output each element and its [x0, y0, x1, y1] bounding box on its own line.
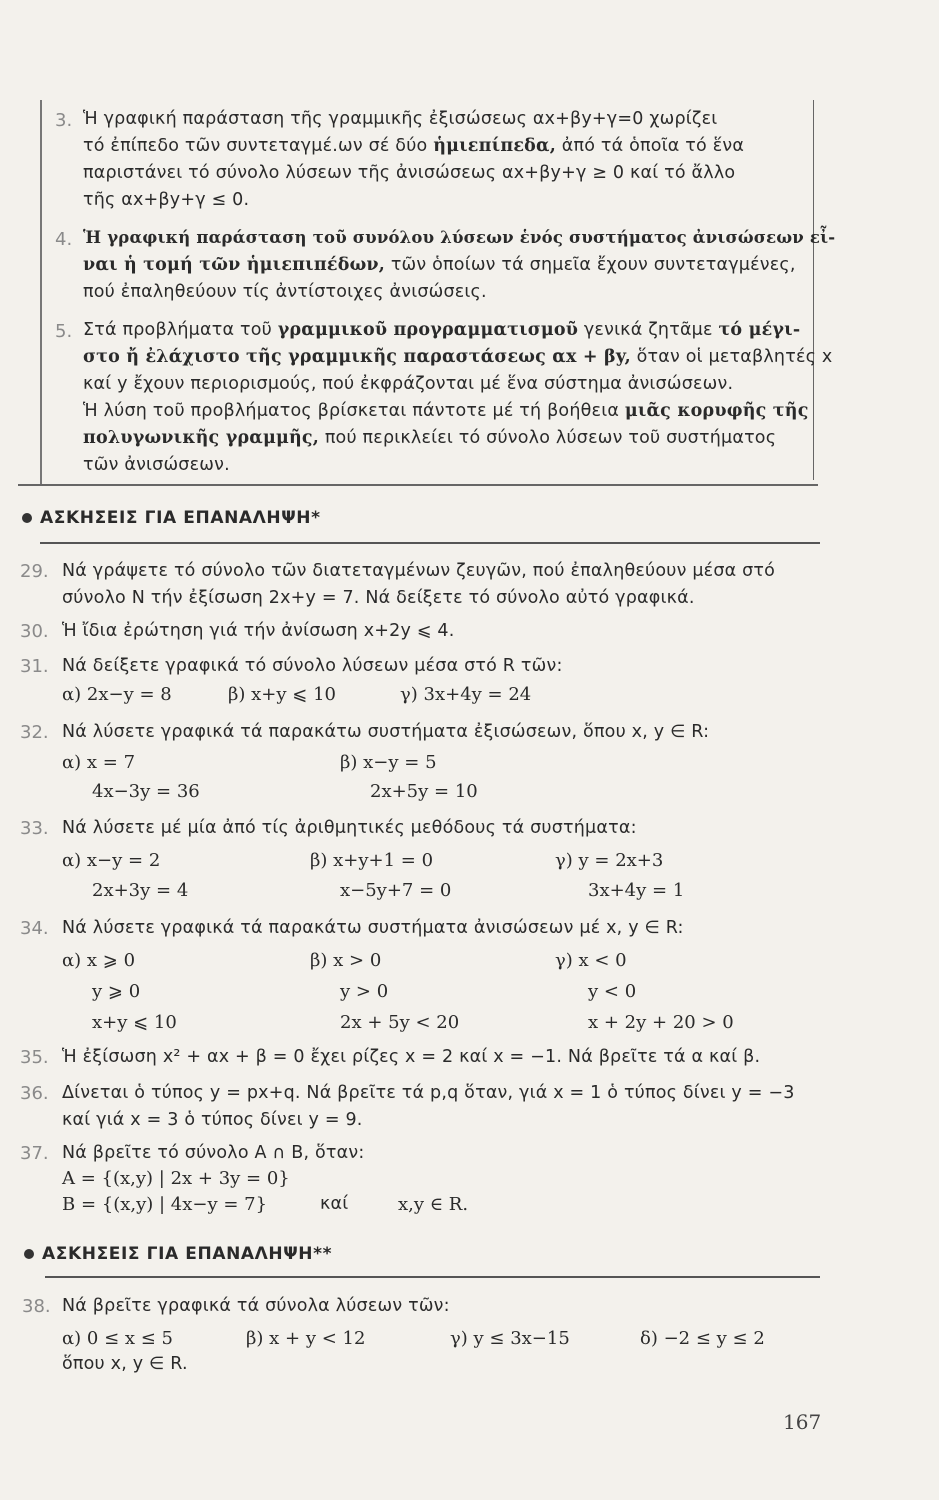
summary-item-5-line-5: πολυγωνικῆς γραμμῆς, πού περικλείει τό σύνολο λύσεων τοῦ συστήματος [83, 428, 777, 448]
exercise-32-line-1: Νά λύσετε γραφικά τά παρακάτω συστήματα ἐξισώσεων, ὅπου x, y ∈ R: [62, 722, 710, 742]
summary-item-3-line-3: παριστάνει τό σύνολο λύσεων τῆς ἀνισώσεως αx+βy+γ ≥ 0 καί τό ἄλλο [83, 163, 736, 183]
exercise-36-number: 36. [20, 1083, 49, 1104]
exercise-37-set-a: A = {(x,y) | 2x + 3y = 0} [62, 1168, 290, 1189]
exercise-38-c: γ) y ≤ 3x−15 [450, 1328, 570, 1349]
exercise-33-line-1: Νά λύσετε μέ μία ἀπό τίς ἀριθμητικές μεθόδους τά συστήματα: [62, 818, 637, 838]
exercise-30-line-1: Ἡ ἴδια ἐρώτηση γιά τήν ἀνίσωση x+2y ⩽ 4. [62, 621, 455, 641]
exercise-37-number: 37. [20, 1143, 49, 1164]
summary-item-5-line-1: Στά προβλήματα τοῦ γραμμικοῦ προγραμματισμοῦ γενικά ζητᾶμε τό μέγι- [83, 320, 801, 340]
exercise-34-c-line-3: x + 2y + 20 > 0 [588, 1012, 734, 1033]
summary-item-4-number: 4. [55, 229, 73, 250]
exercise-32-a-line-1: α) x = 7 [62, 752, 136, 773]
summary-item-3-line-4: τῆς αx+βy+γ ≤ 0. [83, 190, 250, 210]
exercise-37-line-1: Νά βρεῖτε τό σύνολο A ∩ B, ὅταν: [62, 1143, 365, 1163]
exercise-34-b-line-1: β) x > 0 [310, 950, 382, 971]
section-1-rule [40, 542, 820, 544]
exercise-35-line-1: Ἡ ἐξίσωση x² + αx + β = 0 ἔχει ρίζες x = 2 καί x = −1. Νά βρεῖτε τά α καί β. [62, 1047, 761, 1067]
exercise-32-b-line-1: β) x−y = 5 [340, 752, 437, 773]
exercise-29-line-2: σύνολο N τήν ἐξίσωση 2x+y = 7. Νά δείξετε τό σύνολο αὐτό γραφικά. [62, 588, 695, 608]
summary-item-4-line-2: ναι ἡ τομή τῶν ἡμιεπιπέδων, τῶν ὁποίων τά σημεῖα ἔχουν συντεταγμένες, [83, 255, 796, 275]
exercise-33-b-line-1: β) x+y+1 = 0 [310, 850, 434, 871]
exercise-34-a-line-3: x+y ⩽ 10 [92, 1012, 177, 1033]
exercise-34-c-line-1: γ) x < 0 [555, 950, 627, 971]
section-heading-review-2: ΑΣΚΗΣΕΙΣ ΓΙΑ ΕΠΑΝΑΛΗΨΗ** [24, 1244, 332, 1264]
exercise-34-number: 34. [20, 918, 49, 939]
exercise-33-b-line-2: x−5y+7 = 0 [340, 880, 452, 901]
exercise-34-b-line-3: 2x + 5y < 20 [340, 1012, 460, 1033]
section-heading-review-1: ΑΣΚΗΣΕΙΣ ΓΙΑ ΕΠΑΝΑΛΗΨΗ* [22, 508, 321, 528]
term-min-linear-expression: στο ἤ ἐλάχιστο τῆς γραμμικῆς παραστάσεως αx + βy, [83, 347, 631, 367]
exercise-32-a-line-2: 4x−3y = 36 [92, 781, 200, 802]
exercise-38-d: δ) −2 ≤ y ≤ 2 [640, 1328, 765, 1349]
summary-item-5-line-4: Ἡ λύση τοῦ προβλήματος βρίσκεται πάντοτε μέ τή βοήθεια μιᾶς κορυφῆς τῆς [83, 401, 809, 421]
exercise-34-a-line-2: y ⩾ 0 [92, 981, 141, 1002]
exercise-36-line-1: Δίνεται ὁ τύπος y = px+q. Νά βρεῖτε τά p,q ὅταν, γιά x = 1 ὁ τύπος δίνει y = −3 [62, 1083, 795, 1103]
exercise-33-number: 33. [20, 818, 49, 839]
bullet-icon [24, 1249, 34, 1259]
exercise-30-number: 30. [20, 621, 49, 642]
summary-item-5-line-2: στο ἤ ἐλάχιστο τῆς γραμμικῆς παραστάσεως αx + βy, ὅταν οἱ μεταβλητές x [83, 347, 833, 367]
exercise-34-b-line-2: y > 0 [340, 981, 389, 1002]
summary-box-bottom-rule [18, 484, 818, 486]
section-2-rule [45, 1276, 820, 1278]
exercise-38-number: 38. [22, 1296, 51, 1317]
summary-item-3-number: 3. [55, 110, 73, 131]
exercise-36-line-2: καί γιά x = 3 ὁ τύπος δίνει y = 9. [62, 1110, 363, 1130]
exercise-31-b: β) x+y ⩽ 10 [228, 684, 336, 705]
term-polygonal-line: πολυγωνικῆς γραμμῆς, [83, 428, 320, 448]
summary-item-5-number: 5. [55, 321, 73, 342]
exercise-33-a-line-2: 2x+3y = 4 [92, 880, 189, 901]
exercise-31-c: γ) 3x+4y = 24 [400, 684, 532, 705]
summary-item-5-line-3: καί y ἔχουν περιορισμούς, πού ἐκφράζονται μέ ἕνα σύστημα ἀνισώσεων. [83, 374, 734, 394]
exercise-32-number: 32. [20, 722, 49, 743]
exercise-37-and: καί [320, 1194, 349, 1214]
exercise-31-line-1: Νά δείξετε γραφικά τό σύνολο λύσεων μέσα στό R τῶν: [62, 656, 563, 676]
term-maximum: τό μέγι- [718, 320, 801, 340]
exercise-38-a: α) 0 ≤ x ≤ 5 [62, 1328, 174, 1349]
term-vertex: μιᾶς κορυφῆς τῆς [624, 401, 809, 421]
exercise-32-b-line-2: 2x+5y = 10 [370, 781, 478, 802]
exercise-31-number: 31. [20, 656, 49, 677]
exercise-37-set-b: B = {(x,y) | 4x−y = 7} [62, 1194, 268, 1215]
exercise-33-c-line-1: γ) y = 2x+3 [555, 850, 664, 871]
term-hemiplanes: ἡμιεπίπεδα, [433, 136, 556, 156]
summary-item-3-line-1: Ἡ γραφική παράσταση τῆς γραμμικῆς ἐξισώσεως αx+βy+γ=0 χωρίζει [83, 109, 718, 129]
exercise-29-number: 29. [20, 561, 49, 582]
summary-item-4-line-3: πού ἐπαληθεύουν τίς ἀντίστοιχες ἀνισώσεις. [83, 282, 487, 302]
exercise-38-b: β) x + y < 12 [246, 1328, 366, 1349]
exercise-38-line-1: Νά βρεῖτε γραφικά τά σύνολα λύσεων τῶν: [62, 1296, 450, 1316]
exercise-34-c-line-2: y < 0 [588, 981, 637, 1002]
exercise-29-line-1: Νά γράψετε τό σύνολο τῶν διατεταγμένων ζευγῶν, πού ἐπαληθεύουν μέσα στό [62, 561, 776, 581]
exercise-35-number: 35. [20, 1047, 49, 1068]
summary-item-3-line-2: τό ἐπίπεδο τῶν συντεταγμέ.ων σέ δύο ἡμιεπίπεδα, ἀπό τά ὁποῖα τό ἕνα [83, 136, 745, 156]
exercise-33-c-line-2: 3x+4y = 1 [588, 880, 685, 901]
summary-item-4-line-1: Ἡ γραφική παράσταση τοῦ συνόλου λύσεων ἑνός συστήματος ἀνισώσεων εἶ- [83, 228, 836, 247]
page-number: 167 [783, 1410, 822, 1434]
exercise-34-line-1: Νά λύσετε γραφικά τά παρακάτω συστήματα ἀνισώσεων μέ x, y ∈ R: [62, 918, 684, 938]
summary-box-left-rule [40, 100, 42, 485]
bullet-icon [22, 513, 32, 523]
exercise-31-a: α) 2x−y = 8 [62, 684, 172, 705]
summary-item-5-line-6: τῶν ἀνισώσεων. [83, 455, 230, 475]
exercise-33-a-line-1: α) x−y = 2 [62, 850, 161, 871]
term-intersection: ναι ἡ τομή τῶν ἡμιεπιπέδων, [83, 255, 386, 275]
term-linear-programming: γραμμικοῦ προγραμματισμοῦ [277, 320, 579, 340]
exercise-37-domain: x,y ∈ R. [398, 1194, 469, 1215]
exercise-34-a-line-1: α) x ⩾ 0 [62, 950, 136, 971]
exercise-38-domain: ὅπου x, y ∈ R. [62, 1354, 188, 1374]
